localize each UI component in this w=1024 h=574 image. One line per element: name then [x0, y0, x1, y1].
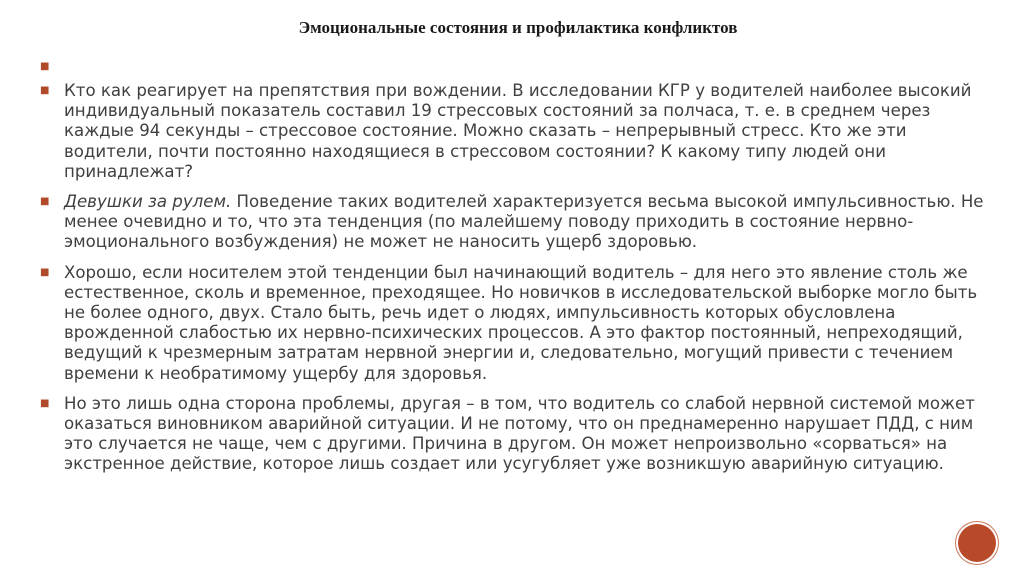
bullet-marker-icon: ■ [40, 266, 50, 278]
bullet-marker-icon: ■ [40, 196, 50, 208]
bullet-text: Поведение таких водителей характеризуется весьма высокой импульсивностью. Не менее очевидно и то, что эта тенденция (по малейшему поводу приходить в состояние нервно-эмоционального возбуждения) не может не наносить ущерб здоровью. [64, 192, 984, 252]
bullet-marker-icon: ■ [40, 397, 50, 409]
decorative-circle-icon [958, 524, 996, 562]
bullet-empty [34, 51, 994, 73]
bullet-item [34, 394, 994, 475]
bullet-text: Но это лишь одна сторона проблемы, другая – в том, что водитель со слабой нервной системой может оказаться виновником аварийной ситуации. И не потому, что он преднамеренно нарушает ПДД, с ним это случается не чаще, чем с другими. Причина в другом. Он может непроизвольно «сорваться» на экстренное действие, которое лишь создает или усугубляет уже возникшую аварийную ситуацию. [64, 393, 975, 474]
bullet-item [34, 263, 994, 384]
bullet-marker-icon: ■ [40, 85, 50, 96]
slide-title: Эмоциональные состояния и профилактика конфликтов [298, 18, 738, 37]
bullet-item [34, 81, 994, 182]
slide-content [34, 51, 994, 485]
bullet-emphasis: Девушки за рулем. [64, 192, 232, 212]
bullet-marker-icon: ■ [40, 61, 50, 72]
bullet-text: Хорошо, если носителем этой тенденции был начинающий водитель – для него это явление столь же естественное, сколь и временное, преходящее. Но новичков в исследовательской выборке могло быть не более одного, двух. Стало быть, речь идет о людях, импульсивность которых обусловлена врожденной слабостью их нервно-психических процессов. А это фактор постоянный, непреходящий, ведущий к чрезмерным затратам нервной энергии и, следовательно, могущий привести с течением времени к необратимому ущербу для здоровья. [64, 262, 978, 383]
bullet-item [34, 192, 994, 253]
bullet-text: Кто как реагирует на препятствия при вождении. В исследовании КГР у водителей наиболее высокий индивидуальный показатель составил 19 стрессовых состояний за полчаса, т. е. в среднем через каждые 94 секунды – стрессовое состояние. Можно сказать – непрерывный стресс. Кто же эти водители, почти постоянно находящиеся в стрессовом состоянии? К какому типу людей они принадлежат? [64, 81, 972, 181]
